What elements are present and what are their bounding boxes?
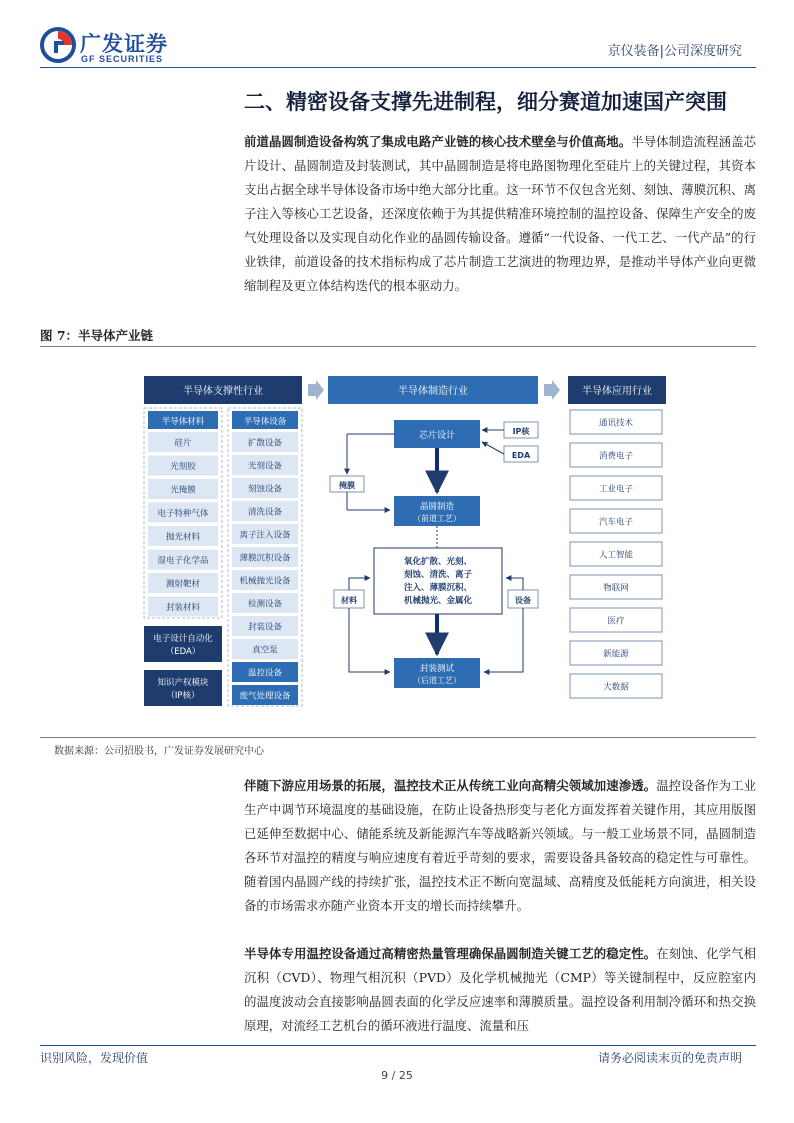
packaging-label-1: 封装测试: [419, 664, 455, 674]
paragraph-2-lead: 伴随下游应用场景的拓展，温控技术正从传统工业向高精尖领域加速渗透。: [244, 778, 657, 793]
paragraph-2-body: 温控设备作为工业生产中调节环境温度的基础设施，在防止设备热形变与老化方面发挥着关键作用，其应用版图已延伸至数据中心、储能系统及新能源汽车等战略新兴领域。与一般工业场景不同，晶圆制造各环节对温控的精度与响应速度有着近乎苛刻的要求，需要设备具备较高的稳定性与可靠性。随着国内晶圆产线的持续扩张，温控技术正不断向宽温域、高精度及低能耗方向演进，相关设备的市场需求亦随产业资本开支的增长而持续攀升。: [244, 778, 757, 913]
page-number: 9 / 25: [381, 1069, 413, 1082]
footer-slogan: 识别风险，发现价值: [40, 1051, 149, 1065]
support-industry-label: 半导体支撑性行业: [183, 386, 263, 397]
logo-name-en: GF SECURITIES: [81, 54, 164, 64]
ip-label-1: 知识产权模块: [157, 678, 209, 688]
paragraph-2: [244, 774, 756, 940]
materials-header-label: 半导体材料: [161, 417, 205, 427]
eda-short-label: EDA: [511, 451, 531, 460]
industry-chain-diagram: [142, 372, 672, 710]
gf-logo-icon: [40, 27, 76, 63]
equipment-item-label: 检测设备: [247, 599, 283, 610]
paragraph-3: [244, 942, 756, 1040]
material-item-label: 光刻胶: [170, 462, 196, 472]
process-label-3: 注入、薄膜沉积、: [403, 583, 473, 593]
material-item-label: 湿电子化学品: [157, 556, 209, 566]
report-category: 京仪装备|公司深度研究: [607, 44, 742, 59]
figure-top-rule: [40, 346, 756, 347]
paragraph-1: [244, 130, 756, 320]
equipment-item-label: 离子注入设备: [239, 530, 291, 541]
chip-design-label: 芯片设计: [418, 431, 456, 441]
application-item-label: 汽车电子: [598, 517, 634, 528]
figure-source: 数据来源：公司招股书，广发证券发展研究中心: [54, 746, 264, 757]
ip-core-label: IP核: [512, 427, 530, 436]
material-item-label: 电子特种气体: [157, 509, 209, 519]
equipment-to-packaging-arrow: [484, 608, 523, 672]
equipment-label: 设备: [515, 596, 531, 605]
application-item-label: 工业电子: [598, 484, 634, 495]
equipment-header-label: 半导体设备: [243, 417, 287, 427]
manufacturing-label: 半导体制造行业: [398, 386, 468, 397]
arrow-icon: [544, 380, 560, 400]
material-label: 材料: [341, 596, 357, 605]
equipment-item-label: 封装设备: [247, 622, 283, 633]
material-item-label: 硅片: [174, 438, 192, 449]
application-label: 半导体应用行业: [582, 386, 652, 397]
equipment-item-label: 温控设备: [247, 668, 283, 679]
footer-disclaimer: 请务必阅读末页的免责声明: [597, 1051, 742, 1065]
figure-title: 图 7：半导体产业链: [40, 328, 154, 343]
material-item-label: 溅射靶材: [165, 579, 201, 590]
equipment-to-process-arrow: [506, 578, 523, 590]
paragraph-3-body: 在刻蚀、化学气相沉积（CVD）、物理气相沉积（PVD）及化学机械抛光（CMP）等关键制程中，反应腔室内的温度波动会直接影响晶圆表面的化学反应速率和薄膜质量。温控设备利用制冷循环和热交换原理，对流经工艺机台的循环液进行温度、流量和压: [244, 946, 757, 1033]
footer-rule: [40, 1045, 756, 1046]
application-item-label: 人工智能: [598, 550, 634, 561]
material-to-process-arrow: [349, 578, 370, 590]
wafer-label-1: 晶圆制造: [419, 502, 455, 512]
packaging-label-2: （后道工艺）: [413, 676, 461, 685]
diagram-canvas: [142, 372, 672, 710]
equipment-item-label: 刻蚀设备: [247, 484, 283, 495]
application-item-label: 物联网: [603, 583, 629, 594]
mask-label: 掩膜: [339, 481, 355, 490]
eda-label-2: （EDA）: [165, 647, 201, 657]
process-label-1: 氧化扩散、光刻、: [403, 557, 473, 567]
equipment-item-label: 清洗设备: [247, 507, 283, 518]
section-title: 二、精密设备支撑先进制程，细分赛道加速国产突围: [244, 89, 727, 114]
process-label-4: 机械抛光、金属化: [403, 596, 473, 606]
application-item-label: 医疗: [607, 616, 625, 627]
header-rule: [40, 67, 756, 68]
material-item-label: 抛光材料: [165, 532, 201, 543]
application-item-label: 通讯技术: [598, 418, 634, 429]
material-item-label: 封装材料: [165, 603, 201, 613]
material-item-label: 光掩膜: [170, 485, 196, 496]
company-logo: [40, 27, 200, 67]
ip-label-2: （IP核）: [166, 691, 200, 701]
eda-to-design-arrow: [482, 442, 504, 454]
wafer-label-2: （前道工艺）: [413, 514, 461, 523]
material-to-packaging-arrow: [349, 608, 390, 672]
application-item-label: 大数据: [603, 682, 629, 693]
paragraph-1-lead: 前道晶圆制造设备构筑了集成电路产业链的核心技术壁垒与价值高地。: [244, 134, 632, 149]
equipment-item-label: 机械抛光设备: [239, 576, 291, 587]
equipment-item-label: 薄膜沉积设备: [239, 553, 291, 564]
paragraph-1-body: 半导体制造流程涵盖芯片设计、晶圆制造及封装测试，其中晶圆制造是将电路图物理化至硅片上的关键过程，其资本支出占据全球半导体设备市场中绝大部分比重。这一环节不仅包含光刻、刻蚀、薄膜沉积、离子注入等核心工艺设备，还深度依赖于为其提供精准环境控制的温控设备、保障生产安全的废气处理设备以及实现自动化作业的晶圆传输设备。遵循“一代设备、一代工艺、一代产品”的行业铁律，前道设备的技术指标构成了芯片制造工艺演进的物理边界，是推动半导体产业向更微缩制程及更立体结构迭代的根本驱动力。: [244, 134, 757, 293]
equipment-item-label: 光刻设备: [247, 461, 283, 472]
logo-name-cn: 广发证券: [80, 32, 168, 56]
figure-bottom-rule: [40, 737, 756, 738]
process-label-2: 刻蚀、清洗、离子: [403, 570, 473, 580]
equipment-list: [232, 432, 298, 705]
application-item-label: 新能源: [603, 649, 629, 660]
application-item-label: 消费电子: [598, 451, 634, 462]
arrow-icon: [308, 380, 324, 400]
equipment-item-label: 扩散设备: [247, 438, 283, 449]
paragraph-3-lead: 半导体专用温控设备通过高精密热量管理确保晶圆制造关键工艺的稳定性。: [244, 946, 657, 961]
materials-list: [148, 432, 218, 617]
applications-list: [570, 410, 662, 698]
equipment-item-label: 真空泵: [252, 645, 278, 656]
equipment-item-label: 废气处理设备: [239, 691, 291, 702]
eda-label-1: 电子设计自动化: [153, 634, 213, 644]
